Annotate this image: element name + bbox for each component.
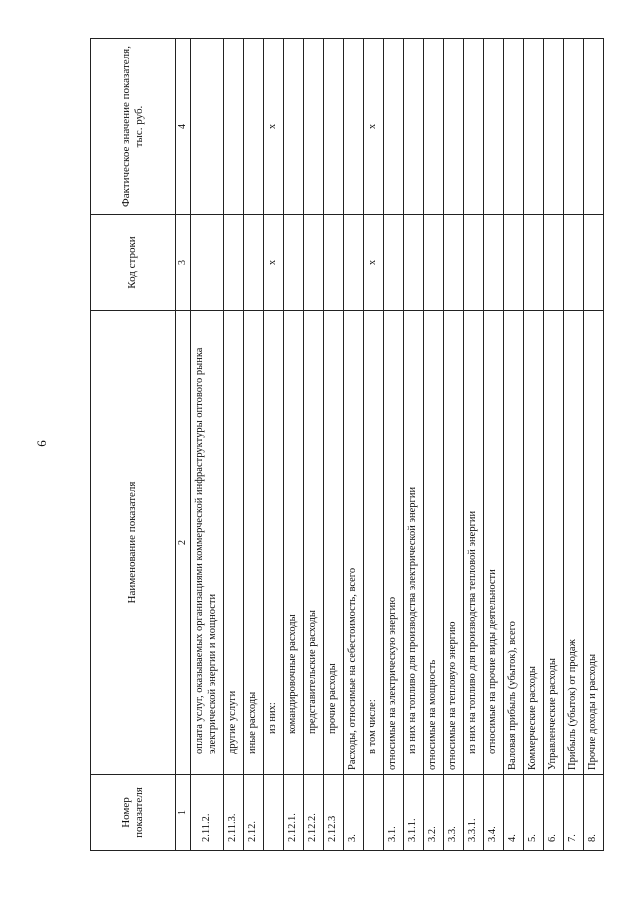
row-code: x	[264, 215, 284, 311]
row-code	[384, 215, 404, 311]
row-number: 3.1.1.	[404, 775, 424, 851]
column-index: 1	[176, 775, 191, 851]
table-row	[564, 39, 584, 851]
row-value: x	[264, 39, 284, 215]
header-name: Наименование показателя	[91, 311, 176, 775]
row-name: относимые на прочие виды деятельности	[484, 311, 504, 775]
report-table-container	[90, 39, 599, 851]
row-name: из них на топливо для производства электрической энергии	[404, 311, 424, 775]
row-name: Коммерческие расходы	[524, 311, 544, 775]
row-number: 3.2.	[424, 775, 444, 851]
row-value	[464, 39, 484, 215]
table-row	[324, 39, 344, 851]
row-name: Прибыль (убыток) от продаж	[564, 311, 584, 775]
row-name: из них на топливо для производства тепловой энергии	[464, 311, 484, 775]
row-number: 4.	[504, 775, 524, 851]
report-table	[90, 38, 604, 851]
header-value: Фактическое значение показателя, тыс. руб.	[91, 39, 176, 215]
row-value	[584, 39, 604, 215]
row-number: 6.	[544, 775, 564, 851]
row-name: Управленческие расходы	[544, 311, 564, 775]
row-name: относимые на мощность	[424, 311, 444, 775]
row-code	[404, 215, 424, 311]
header-row	[91, 39, 176, 851]
row-value	[344, 39, 364, 215]
row-value	[284, 39, 304, 215]
row-value	[524, 39, 544, 215]
table-row	[504, 39, 524, 851]
row-number: 2.12.3	[324, 775, 344, 851]
row-name: относимые на электрическую энергию	[384, 311, 404, 775]
row-name: из них:	[264, 311, 284, 775]
row-name: прочие расходы	[324, 311, 344, 775]
row-code	[284, 215, 304, 311]
table-row	[304, 39, 324, 851]
table-row	[484, 39, 504, 851]
row-code: x	[364, 215, 384, 311]
table-row	[584, 39, 604, 851]
table-row	[284, 39, 304, 851]
row-value: x	[364, 39, 384, 215]
row-value	[564, 39, 584, 215]
table-row	[464, 39, 484, 851]
row-number: 2.12.	[244, 775, 264, 851]
row-name: Расходы, относимые на себестоимость, всего	[344, 311, 364, 775]
row-code	[524, 215, 544, 311]
row-code	[224, 215, 244, 311]
row-code	[424, 215, 444, 311]
row-number: 2.12.1.	[284, 775, 304, 851]
row-number: 3.3.1.	[464, 775, 484, 851]
row-value	[324, 39, 344, 215]
table-row	[191, 39, 224, 851]
row-number: 3.3.	[444, 775, 464, 851]
row-code	[244, 215, 264, 311]
row-number: 5.	[524, 775, 544, 851]
row-name: относимые на тепловую энергию	[444, 311, 464, 775]
row-number	[264, 775, 284, 851]
column-index: 3	[176, 215, 191, 311]
table-row	[404, 39, 424, 851]
header-code: Код строки	[91, 215, 176, 311]
row-number: 7.	[564, 775, 584, 851]
row-code	[484, 215, 504, 311]
row-code	[544, 215, 564, 311]
row-value	[304, 39, 324, 215]
table-row	[224, 39, 244, 851]
row-name: другие услуги	[224, 311, 244, 775]
row-number: 2.11.3.	[224, 775, 244, 851]
table-row	[444, 39, 464, 851]
row-number: 3.1.	[384, 775, 404, 851]
column-index: 4	[176, 39, 191, 215]
row-name: оплата услуг, оказываемых организациями коммерческой инфраструктуры оптового рынка электрической энергии и мощности	[191, 311, 224, 775]
table-row	[264, 39, 284, 851]
column-index-row	[176, 39, 191, 851]
row-value	[484, 39, 504, 215]
row-number: 3.4.	[484, 775, 504, 851]
row-number: 2.12.2.	[304, 775, 324, 851]
row-name: представительские расходы	[304, 311, 324, 775]
table-row	[344, 39, 364, 851]
table-row	[524, 39, 544, 851]
row-code	[444, 215, 464, 311]
row-value	[544, 39, 564, 215]
row-name: Прочие доходы и расходы	[584, 311, 604, 775]
row-name: Валовая прибыль (убыток), всего	[504, 311, 524, 775]
row-number: 2.11.2.	[191, 775, 224, 851]
header-number: Номер показателя	[91, 775, 176, 851]
table-row	[384, 39, 404, 851]
row-code	[504, 215, 524, 311]
row-value	[424, 39, 444, 215]
row-code	[304, 215, 324, 311]
row-name: иные расходы	[244, 311, 264, 775]
table-row	[424, 39, 444, 851]
row-value	[404, 39, 424, 215]
row-code	[584, 215, 604, 311]
row-number	[364, 775, 384, 851]
row-name: в том числе:	[364, 311, 384, 775]
row-value	[444, 39, 464, 215]
row-number: 3.	[344, 775, 364, 851]
row-code	[464, 215, 484, 311]
row-code	[324, 215, 344, 311]
row-code	[564, 215, 584, 311]
row-value	[191, 39, 224, 215]
row-name: командировочные расходы	[284, 311, 304, 775]
table-row	[544, 39, 564, 851]
row-code	[191, 215, 224, 311]
row-value	[384, 39, 404, 215]
row-value	[504, 39, 524, 215]
column-index: 2	[176, 311, 191, 775]
row-value	[244, 39, 264, 215]
page-number: 6	[33, 440, 49, 447]
row-number: 8.	[584, 775, 604, 851]
row-value	[224, 39, 244, 215]
row-code	[344, 215, 364, 311]
table-row	[364, 39, 384, 851]
table-row	[244, 39, 264, 851]
